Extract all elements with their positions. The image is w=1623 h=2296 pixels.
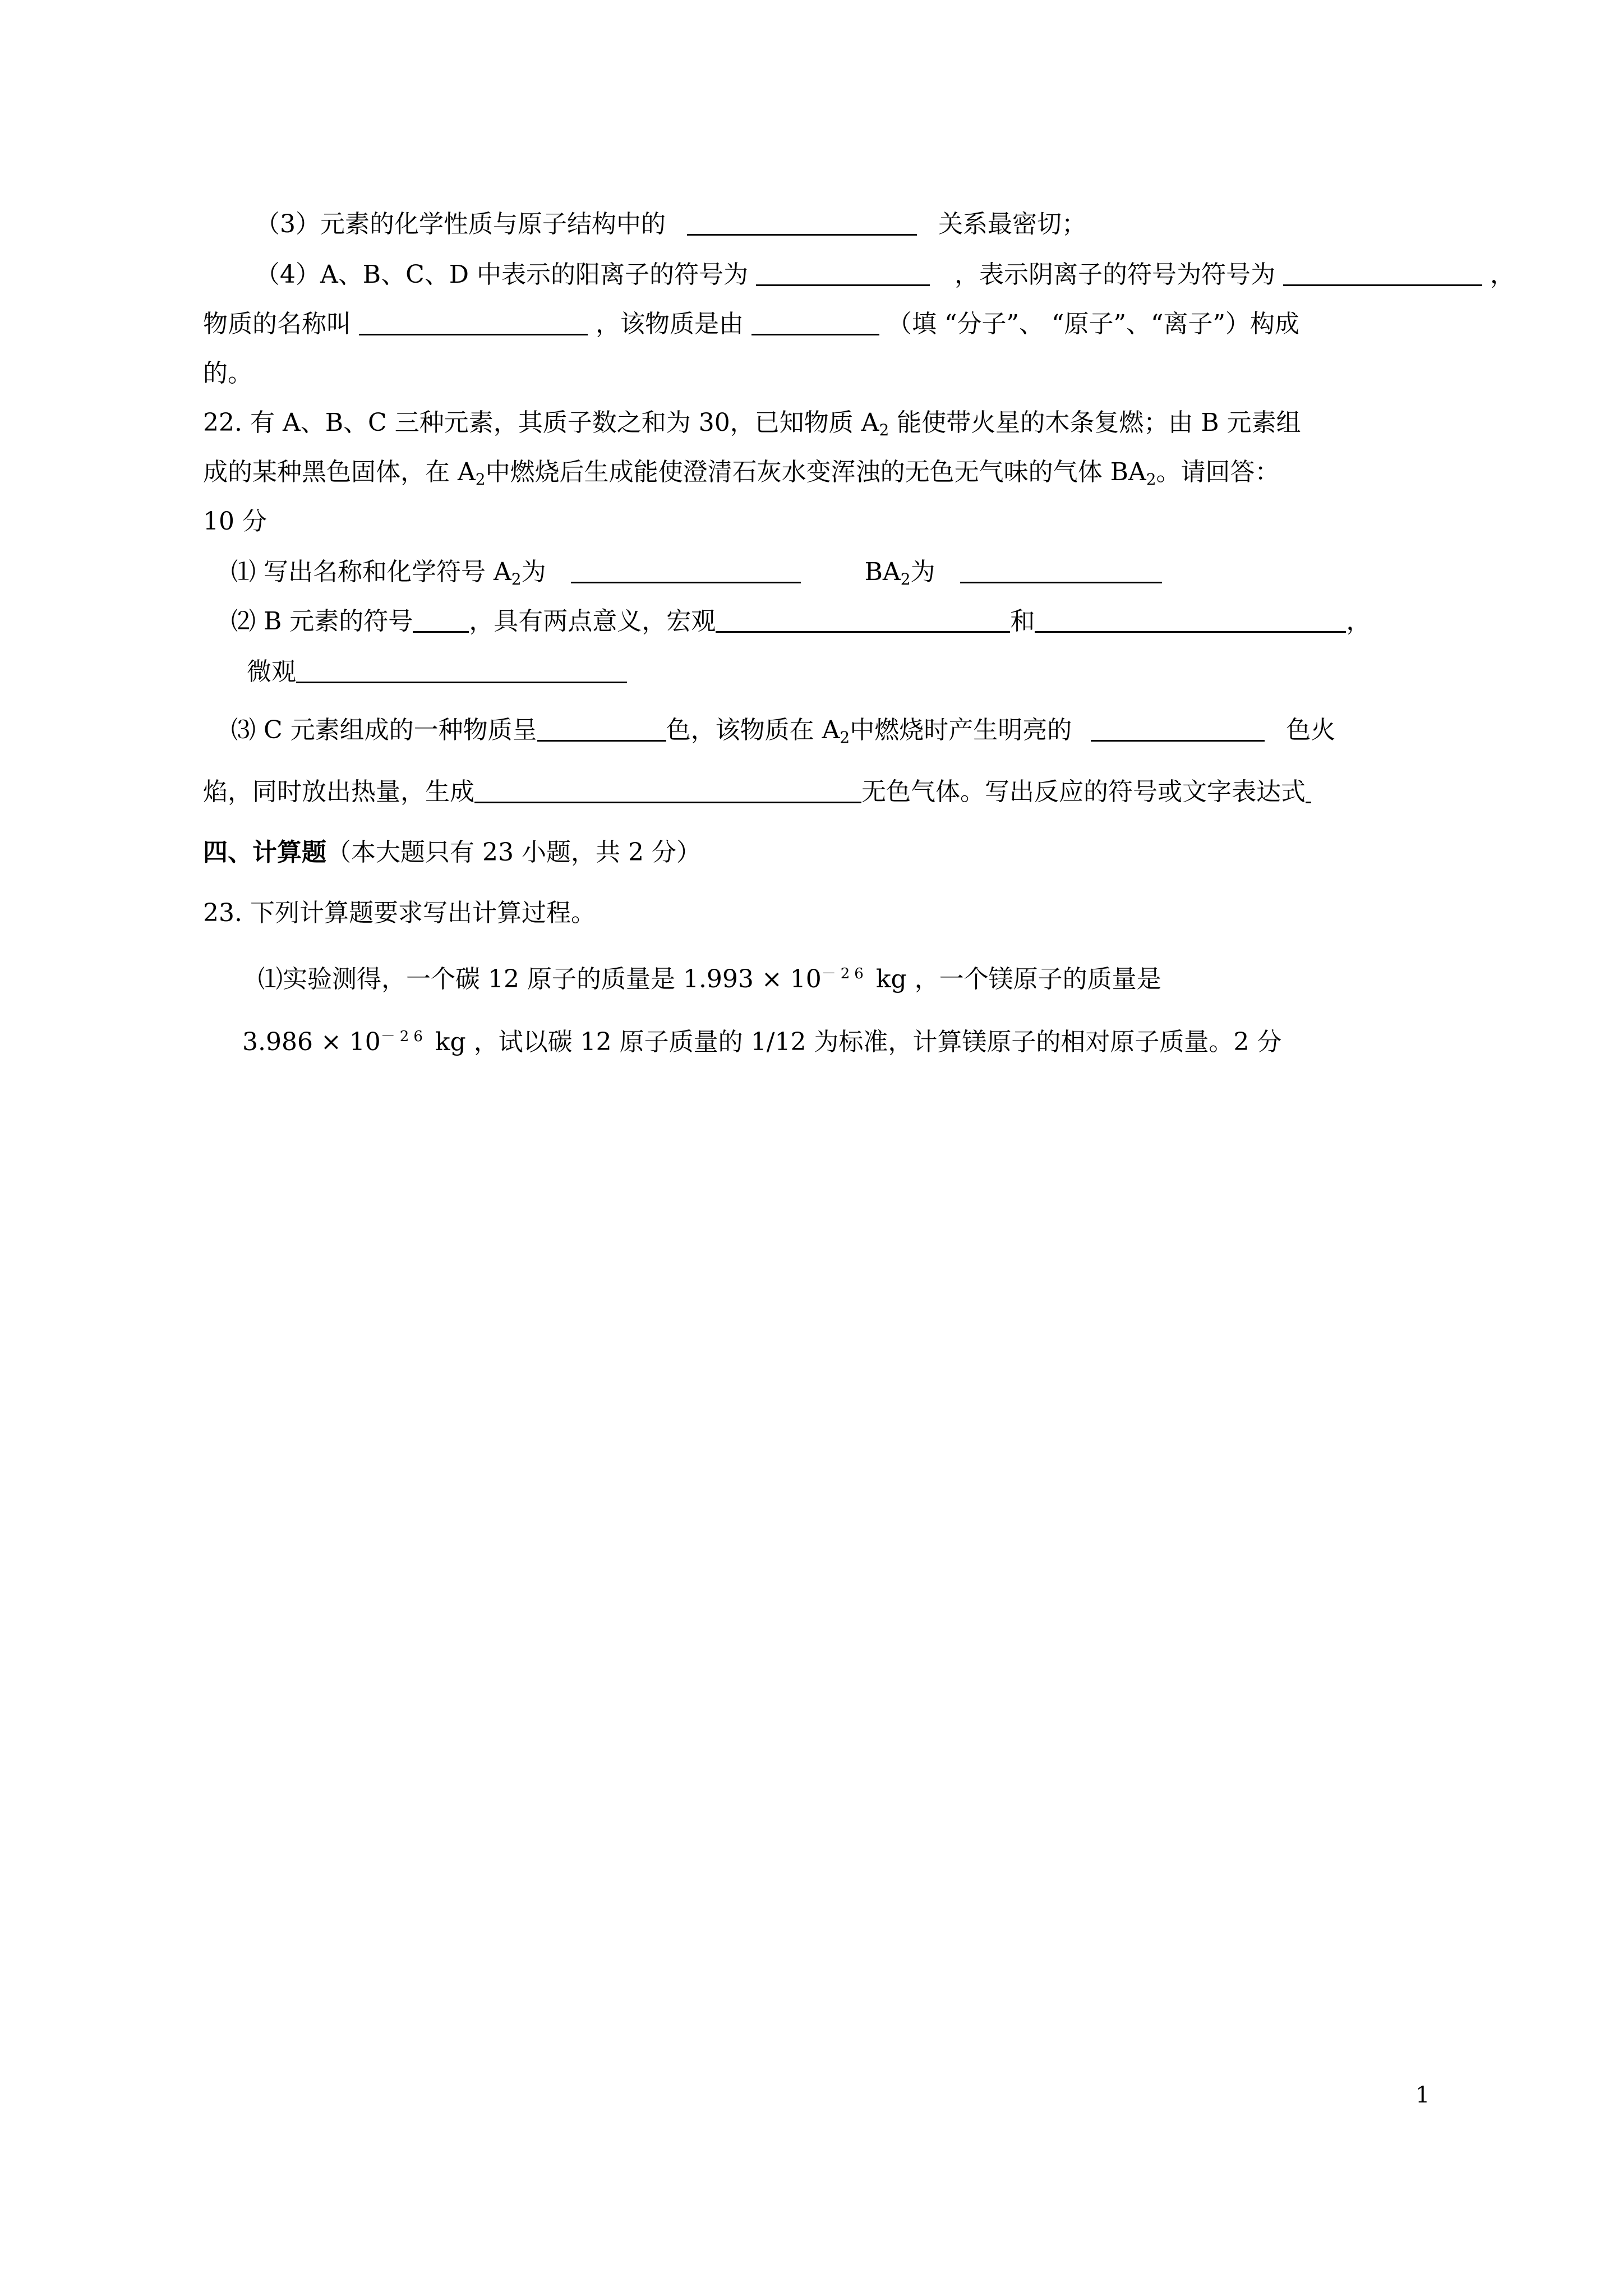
answer-blank[interactable] (716, 605, 1010, 633)
superscript: －26 (821, 965, 868, 982)
q23-line1 (258, 957, 1161, 996)
q22-sub3-line2 (203, 775, 1311, 809)
q22-line2 (203, 455, 1280, 496)
section-title: 四、计算题 (203, 838, 326, 867)
q23-text: ⑴实验测得，一个碳 12 原子的质量是 1.993 × 10 (258, 965, 822, 993)
q22-line3 (203, 505, 267, 539)
subscript: 2 (1146, 470, 1156, 489)
q22-sub3-text: 中燃烧时产生明亮的 (850, 716, 1072, 744)
answer-blank[interactable] (1283, 259, 1482, 286)
q23-intro (203, 896, 596, 930)
q22-sub3-text: 色火 (1286, 716, 1336, 744)
q22-text: 成的某种黑色固体，在 A (203, 458, 476, 486)
q22-sub1-text: ⑴ 写出名称和化学符号 A (231, 558, 511, 586)
q22-sub2-text: 和 (1010, 607, 1035, 636)
q23-text: kg ，一个镁原子的质量是 (868, 965, 1161, 993)
subscript: 2 (879, 421, 889, 439)
answer-blank[interactable] (413, 605, 469, 633)
q22-sub3-text: 色，该物质在 A (666, 716, 840, 744)
superscript: －26 (380, 1028, 427, 1045)
subscript: 2 (475, 470, 486, 489)
q22-sub1 (231, 555, 1162, 596)
q22-text: 。请回答： (1156, 458, 1280, 486)
answer-blank[interactable] (756, 259, 930, 286)
q22-text: 能使带火星的木条复燃；由 B 元素组 (889, 408, 1301, 437)
q22-sub1-text: 为 (910, 558, 935, 586)
answer-blank[interactable] (359, 308, 588, 335)
q21-part4 (255, 258, 1515, 292)
q21-part3 (255, 208, 1086, 241)
q22-sub3-text: 无色气体。写出反应的符号或文字表达式 (861, 777, 1306, 806)
q21-part4b-mid: ，该物质是由 (596, 310, 744, 338)
q21-part4-line3 (203, 357, 252, 390)
q22-sub2-text: 微观 (247, 657, 296, 686)
q22-sub1-text: 为 (521, 558, 546, 586)
q21-part3-text: （3）元素的化学性质与原子结构中的 (255, 210, 666, 238)
subscript: 2 (840, 728, 850, 747)
subscript: 2 (511, 570, 522, 588)
page-number: 1 (1415, 2082, 1430, 2108)
q22-text: 中燃烧后生成能使澄清石灰水变浑浊的无色无气味的气体 BA (485, 458, 1146, 486)
q22-text: 22. 有 A、B、C 三种元素，其质子数之和为 30，已知物质 A (203, 408, 879, 437)
section4-heading (203, 836, 701, 869)
q22-sub2-text: ⑵ B 元素的符号 (231, 607, 413, 636)
q23-intro-text: 23. 下列计算题要求写出计算过程。 (203, 899, 596, 927)
q22-line1 (203, 406, 1301, 447)
answer-blank[interactable] (687, 208, 917, 236)
answer-blank[interactable] (751, 308, 879, 335)
answer-blank[interactable] (1306, 776, 1311, 803)
q22-sub3-text: ⑶ C 元素组成的一种物质呈 (231, 716, 537, 744)
subscript: 2 (900, 570, 911, 588)
q22-score: 10 分 (203, 507, 267, 536)
q22-sub3-text: 焰，同时放出热量，生成 (203, 777, 474, 806)
q21-part4-mid: ，表示阴离子的符号为符号为 (955, 260, 1276, 289)
section-note: （本大题只有 23 小题，共 2 分） (326, 838, 701, 867)
answer-blank[interactable] (296, 656, 627, 683)
q23-line2 (242, 1020, 1281, 1059)
answer-blank[interactable] (537, 714, 666, 742)
answer-blank[interactable] (571, 556, 801, 583)
q22-sub2-text: ， (1346, 607, 1371, 636)
q22-sub3 (231, 714, 1335, 754)
q21-part4b-text: 物质的名称叫 (203, 310, 351, 338)
q23-text: kg ，试以碳 12 原子质量的 1/12 为标准，计算镁原子的相对原子质量。2 分 (427, 1028, 1282, 1056)
q23-text: 3.986 × 10 (242, 1028, 381, 1056)
q21-part4-end: ， (1490, 260, 1515, 289)
q21-part4-text: （4）A、B、C、D 中表示的阳离子的符号为 (255, 260, 749, 289)
answer-blank[interactable] (1091, 714, 1265, 742)
answer-blank[interactable] (1035, 605, 1346, 633)
q21-part3-end: 关系最密切； (938, 210, 1086, 238)
q22-sub2-text: ，具有两点意义，宏观 (469, 607, 716, 636)
q22-sub2-line2 (247, 655, 627, 689)
q21-part4-line2 (203, 307, 1299, 341)
q22-sub2 (231, 605, 1371, 638)
q22-sub1-text: BA (864, 558, 901, 586)
q21-part4c-text: 的。 (203, 359, 252, 388)
answer-blank[interactable] (474, 776, 861, 803)
q21-part4b-end: （填 “分子”、 “原子”、“离子”）构成 (887, 310, 1299, 338)
answer-blank[interactable] (960, 556, 1162, 583)
